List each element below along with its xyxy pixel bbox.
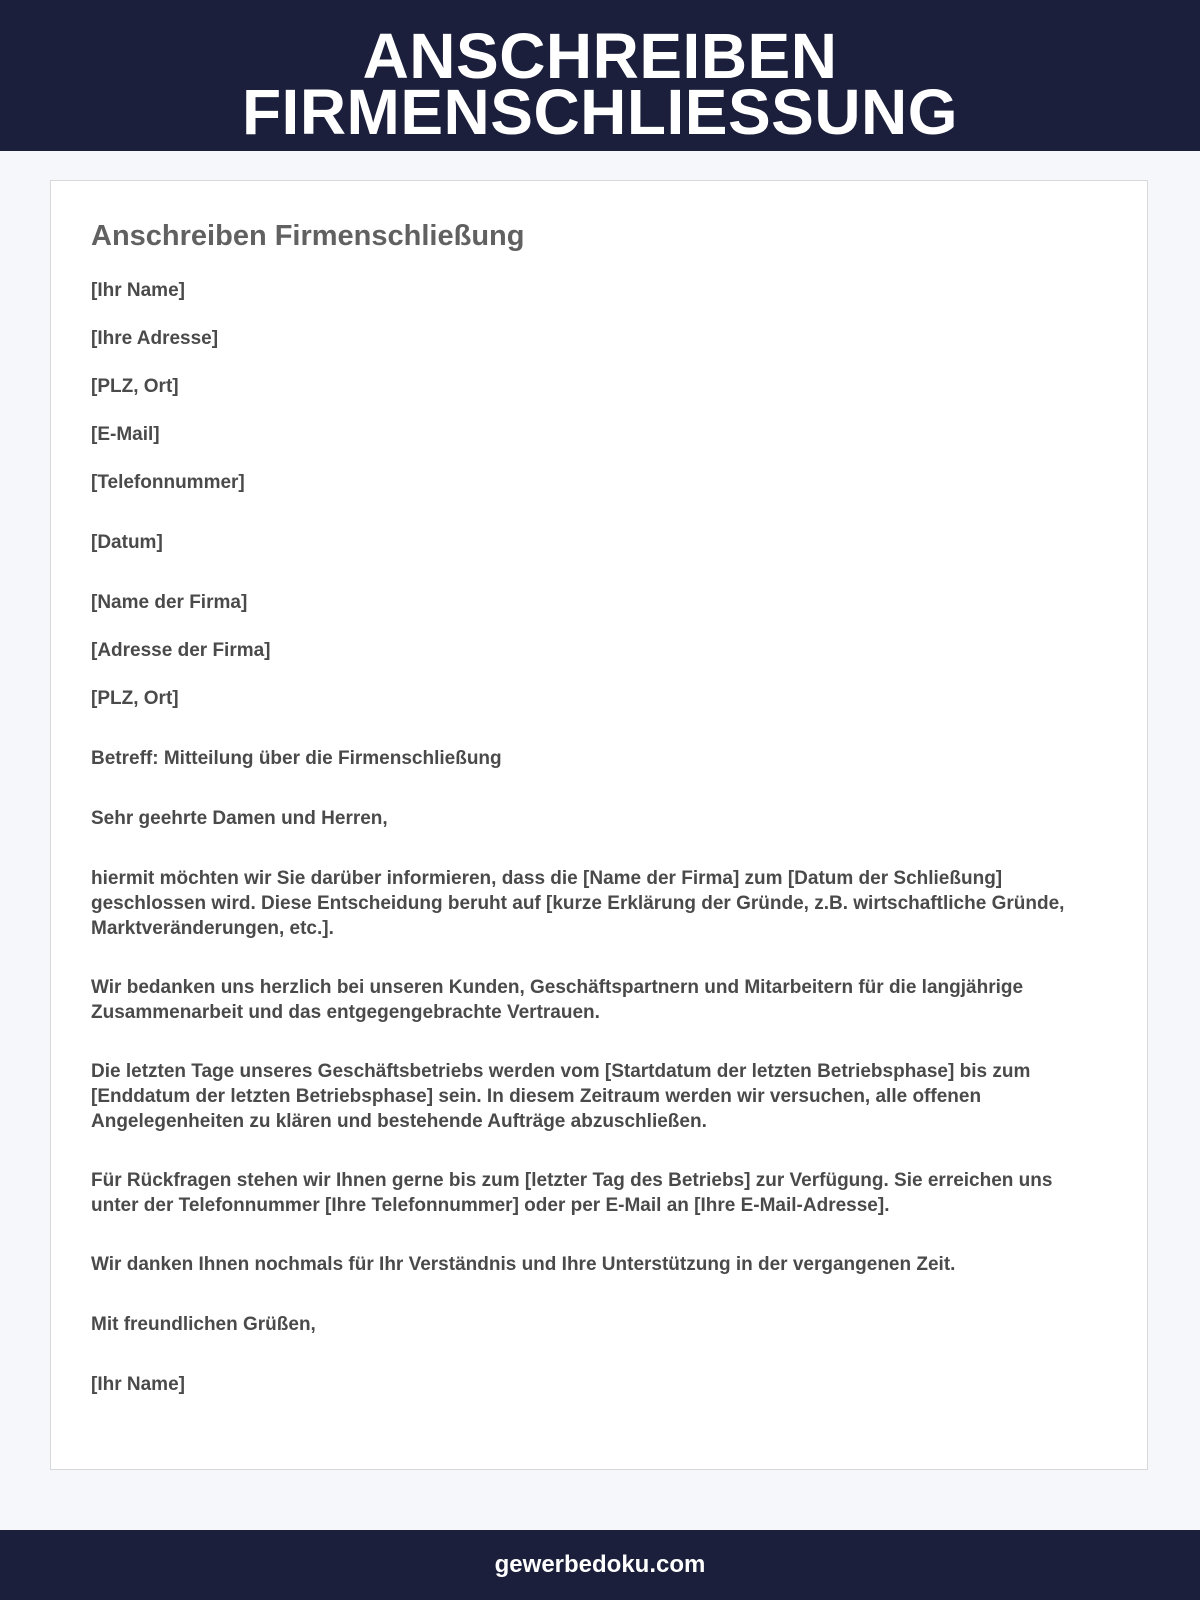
letter-subject: Betreff: Mitteilung über die Firmenschließung bbox=[91, 748, 502, 769]
paragraph: hiermit möchten wir Sie darüber informieren, dass die [Name der Firma] zum [Datum der Schließung] geschlossen wird. Diese Entscheidung beruht auf [kurze Erklärung der Gründe, z.B. wirtschaftliche Gründe, Marktveränderungen, etc.]. bbox=[91, 868, 1065, 939]
letter-closing: Mit freundlichen Grüßen, bbox=[91, 1314, 316, 1335]
document-title: Anschreiben Firmenschließung bbox=[91, 220, 525, 252]
sender-zip-city: [PLZ, Ort] bbox=[91, 376, 179, 397]
footer-site-link[interactable]: gewerbedoku.com bbox=[494, 1551, 706, 1578]
recipient-company: [Name der Firma] bbox=[91, 592, 248, 613]
sender-phone: [Telefonnummer] bbox=[91, 472, 245, 493]
letter-card bbox=[50, 180, 1148, 1470]
header-title-line-2: FIRMENSCHLIESSUNG bbox=[241, 76, 959, 148]
recipient-address: [Adresse der Firma] bbox=[91, 640, 271, 661]
sender-address: [Ihre Adresse] bbox=[91, 328, 219, 349]
paragraph: Für Rückfragen stehen wir Ihnen gerne bis zum [letzter Tag des Betriebs] zur Verfügung. Sie erreichen uns unter der Telefonnummer [Ihre Telefonnummer] oder per E-Mail an [Ihre E-Mail-Adresse]. bbox=[91, 1170, 1053, 1216]
page-header bbox=[0, 0, 1200, 151]
page-footer bbox=[0, 1530, 1200, 1600]
letter-signature: [Ihr Name] bbox=[91, 1374, 185, 1395]
header-title-line-1: ANSCHREIBEN bbox=[362, 20, 838, 92]
header-title bbox=[0, 0, 1200, 148]
sender-email: [E-Mail] bbox=[91, 424, 160, 445]
sender-name: [Ihr Name] bbox=[91, 280, 185, 301]
letter-date: [Datum] bbox=[91, 532, 163, 553]
recipient-zip-city: [PLZ, Ort] bbox=[91, 688, 179, 709]
paragraph: Die letzten Tage unseres Geschäftsbetriebs werden vom [Startdatum der letzten Betriebsphase] bis zum [Enddatum der letzten Betriebsphase] sein. In diesem Zeitraum werden wir versuchen, alle offenen Angelegenheiten zu klären und bestehende Aufträge abzuschließen. bbox=[91, 1061, 1031, 1132]
letter-salutation: Sehr geehrte Damen und Herren, bbox=[91, 808, 388, 829]
paragraph: Wir danken Ihnen nochmals für Ihr Verständnis und Ihre Unterstützung in der vergangenen Zeit. bbox=[91, 1254, 956, 1275]
paragraph: Wir bedanken uns herzlich bei unseren Kunden, Geschäftspartnern und Mitarbeitern für die langjährige Zusammenarbeit und das entgegengebrachte Vertrauen. bbox=[91, 977, 1024, 1023]
